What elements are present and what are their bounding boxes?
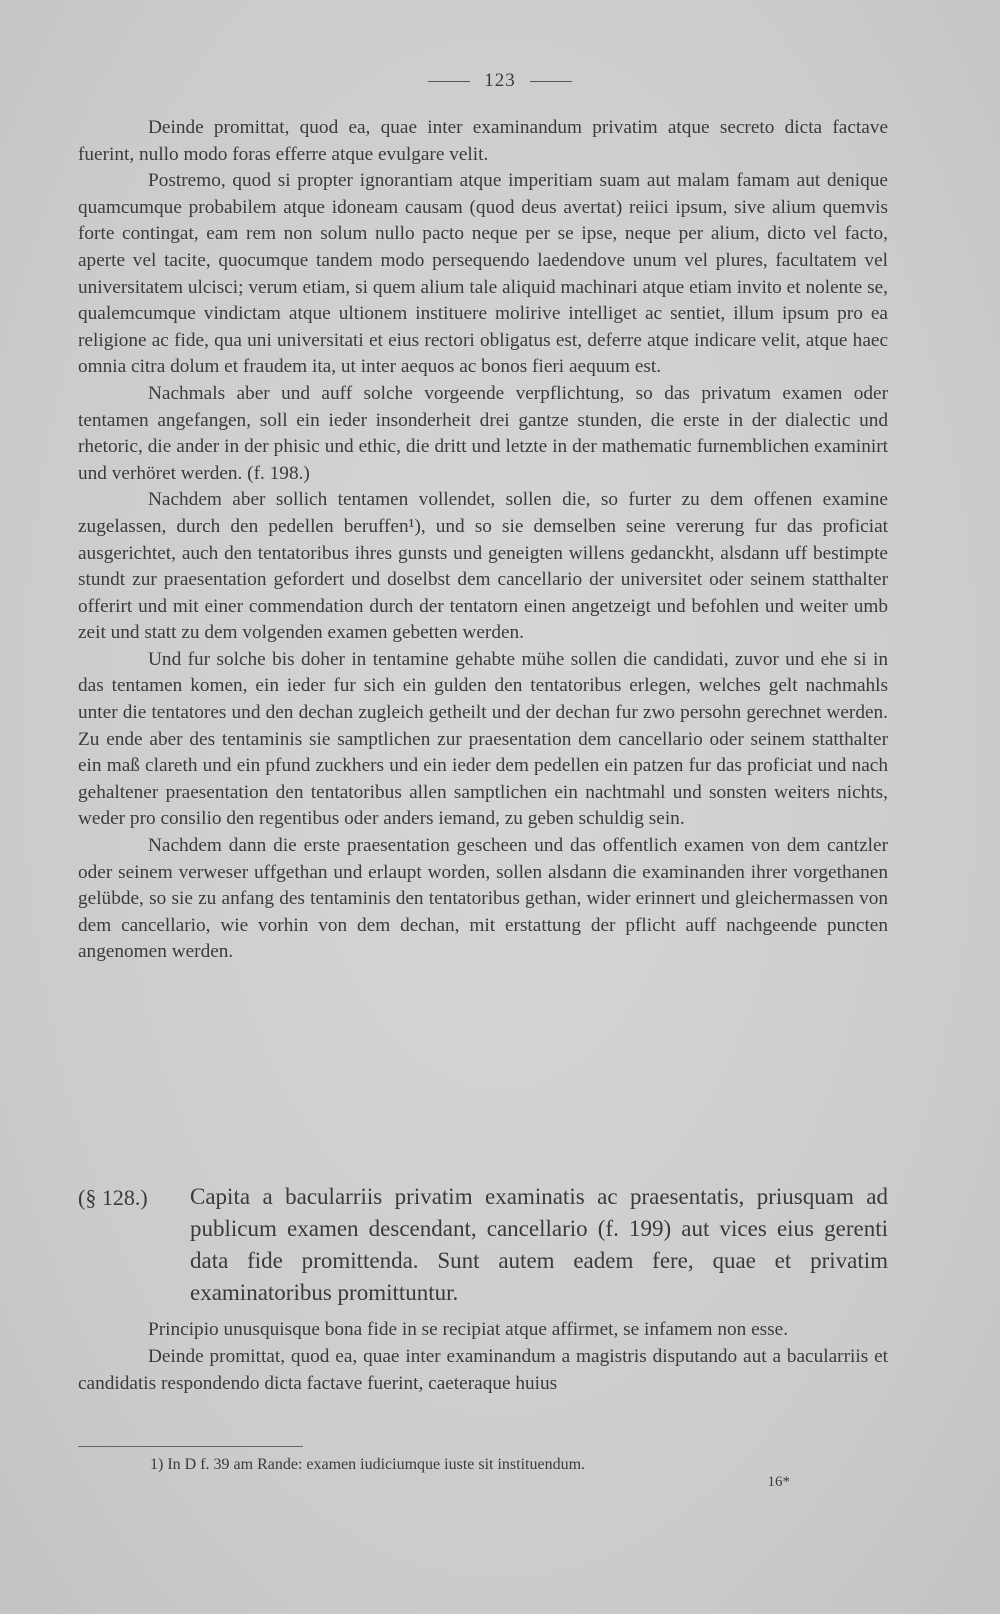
section-title: Capita a bacularriis privatim examinatis ac praesentatis, priusquam ad publicum examen descendant, cancellario (f. 199) aut vices eius gerenti data fide promittenda. Sunt autem eadem fere, quae et privatim examinatoribus promittuntur. — [190, 1184, 888, 1305]
footnote-divider — [78, 1446, 303, 1447]
paragraph: Nachdem aber sollich tentamen vollendet, sollen die, so furter zu dem offenen examine zugelassen, durch den pedellen beruffen¹), und so sie demselben seine vererung fur das proficiat ausgerichtet, auch den tentatoribus ihres gunsts und geneigten willens gedanckht, alsdann uff bestimpte stundt zur praesentation gefordert und doselbst dem cancellario der universitet oder seinem statthalter offerirt und mit einer commendation durch der tentatorn einen angetzeigt und befohlen und weiter umb zeit und statt zu dem volgenden examen gebetten werden. — [78, 489, 888, 644]
section-number: (§ 128.) — [78, 1185, 148, 1210]
paragraph: Principio unusquisque bona fide in se recipiat atque affirmet, se infamem non esse. — [148, 1319, 789, 1340]
paragraph: Deinde promittat, quod ea, quae inter examinandum privatim atque secreto dicta factave fuerint, nullo modo foras efferre atque evulgare velit. — [78, 117, 888, 165]
page-header — [0, 70, 1000, 92]
main-text — [78, 115, 888, 966]
footnote: 1) In D f. 39 am Rande: examen iudiciumque iuste sit instituendum. — [150, 1456, 586, 1473]
paragraph: Nachmals aber und auff solche vorgeende verpflichtung, so das privatum examen oder tentamen angefangen, soll ein ieder insonderheit drei gantze stunden, die erste in der dialectic und rhetoric, die ander in der phisic und ethic, die dritt und letzte in der mathematic furnemblichen examinirt und verhöret werden. (f. 198.) — [78, 382, 888, 484]
section-heading — [78, 1181, 888, 1309]
header-dash-right — [530, 81, 572, 82]
header-dash-left — [428, 81, 470, 82]
paragraph: Nachdem dann die erste praesentation gescheen und das offentlich examen von dem cantzler oder seinem verweser uffgethan und erlaupt worden, sollen alsdann die examinanden ihrer vorgethanen gelübde, so sie zu anfang des tentaminis den tentatoribus gethan, wider erinnert und gleichermassen von dem cancellario, wie vorhin von dem dechan, mit erstattung der pflicht auff nachgeende puncten angenomen werden. — [78, 835, 888, 963]
paragraph: Und fur solche bis doher in tentamine gehabte mühe sollen die candidati, zuvor und ehe si in das tentamen komen, ein ieder fur sich ein gulden den tentatoribus erlegen, welches gelt nachmahls unter die tentatores und den dechan zugleich getheilt und der dechan fur zwo persohn gerechnet werden. Zu ende aber des tentaminis sie samptlichen zur praesentation dem cancellario oder seinem statthalter ein maß clareth und ein pfund zuckhers und ein ieder dem pedellen ein patzen fur das proficiat und nach gehaltener praesentation den tentatoribus allen samptlichen ein nachtmahl und sonsten weiters nichts, weder pro consilio den regentibus oder anders iemand, zu geben schuldig sein. — [78, 648, 888, 830]
paragraph: Deinde promittat, quod ea, quae inter examinandum a magistris disputando aut a bacularriis et candidatis respondendo dicta factave fuerint, caeteraque huius — [78, 1345, 888, 1394]
section-text — [78, 1317, 888, 1397]
signature-mark: 16* — [767, 1474, 790, 1490]
paragraph: Postremo, quod si propter ignorantiam atque imperitiam suam aut malam famam aut denique quamcumque probabilem atque idoneam causam (quod deus avertat) reiici ipsum, sive alium quemvis forte contingat, eam rem non solum nullo pacto neque per se ipse, neque per alium, dicto vel facto, aperte vel tacite, quocumque tandem modo persequendo laedendove unum vel plures, facultatem vel universitatem ulcisci; verum etiam, si quem alium tale aliquid machinari atque etiam invito et nolente se, qualemcumque vindictam atque ultionem instituere molirive intelliget ac sentiet, illum ipsum pro ea religione ac fide, qua uni universitati et eius rectori obligatus est, deferre atque indicare velit, atque haec omnia citra dolum et fraudem ita, ut inter aequos ac bonos fieri aequum est. — [78, 170, 888, 378]
page-number: 123 — [484, 70, 516, 91]
